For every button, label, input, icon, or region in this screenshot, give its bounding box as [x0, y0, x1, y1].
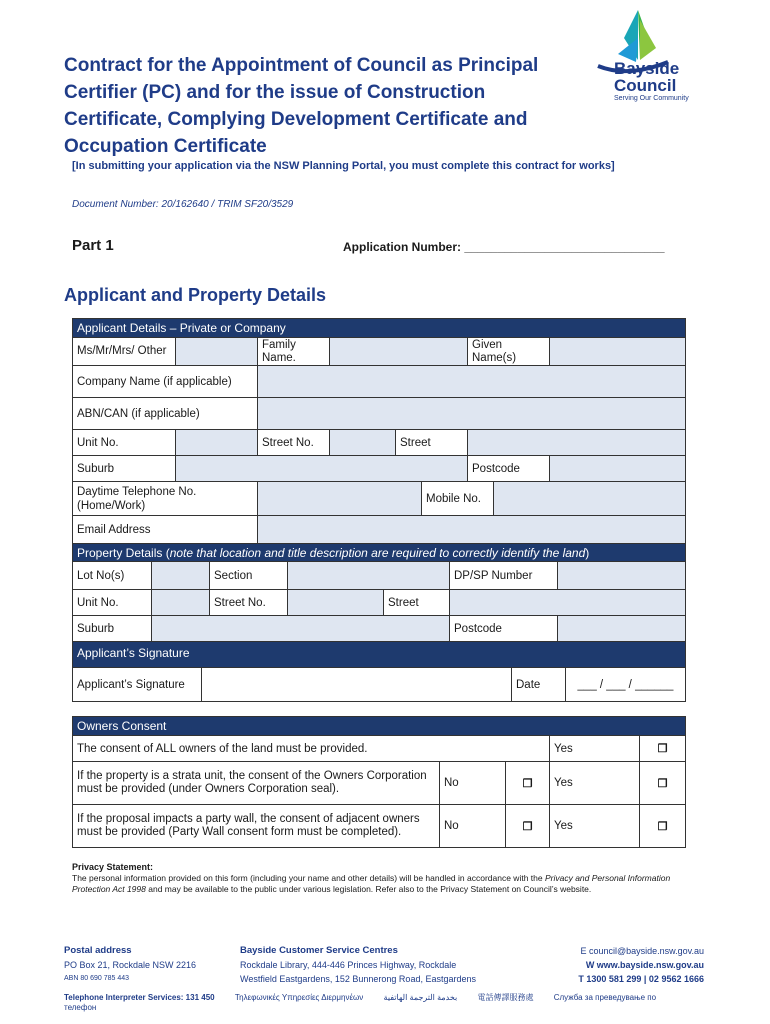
date-input[interactable]: ___ / ___ / ______ — [565, 668, 685, 701]
council-website-link[interactable]: W www.bayside.nsw.gov.au — [585, 960, 704, 970]
owners-all-yes-label: Yes — [549, 736, 639, 761]
property-street-no-input[interactable] — [287, 590, 383, 615]
property-header-end: ) — [585, 546, 590, 560]
postcode-label: Postcode — [467, 456, 549, 481]
mobile-input[interactable] — [493, 482, 685, 515]
street-no-label: Street No. — [257, 430, 329, 455]
property-header-text: Property Details ( — [77, 546, 170, 560]
tis-text: Telephone Interpreter Services: 131 450 — [64, 993, 215, 1002]
privacy-statement — [72, 862, 682, 895]
interpreter-services — [64, 992, 704, 1012]
strata-no-checkbox[interactable]: ❒ — [505, 762, 549, 804]
logo-text-council: Council — [614, 76, 677, 95]
email-input[interactable] — [257, 516, 685, 543]
given-names-input[interactable] — [549, 338, 685, 365]
signature-label: Applicant’s Signature — [73, 668, 201, 701]
party-wall-no-label: No — [439, 805, 505, 847]
application-number-field[interactable]: Application Number: ______________________________ — [343, 240, 665, 254]
tis-chinese: 電話傳譯服務處 — [477, 993, 534, 1002]
company-name-label: Company Name (if applicable) — [73, 366, 257, 397]
party-wall-yes-checkbox[interactable]: ❒ — [639, 805, 685, 847]
property-unit-label: Unit No. — [73, 590, 151, 615]
party-wall-yes-label: Yes — [549, 805, 639, 847]
document-title: Contract for the Appointment of Council as Principal Certifier (PC) and for the issue of Construction Certificate, Complying Development Certificate and Occupation Certificate — [64, 55, 539, 157]
section-label: Section — [209, 562, 287, 589]
owners-consent-strata-text: If the property is a strata unit, the consent of the Owners Corporation must be provided (under Owners Corporation seal). — [73, 762, 439, 804]
title-label: Ms/Mr/Mrs/ Other — [73, 338, 175, 365]
owners-consent-party-wall-text: If the proposal impacts a party wall, the consent of adjacent owners must be provided (Party Wall consent form must be completed). — [73, 805, 439, 847]
family-name-label: Family Name. — [257, 338, 329, 365]
property-details-header — [73, 543, 685, 561]
centres-heading: Bayside Customer Service Centres — [240, 945, 398, 956]
applicant-property-form — [72, 318, 686, 702]
centre-rockdale: Rockdale Library, 444-446 Princes Highway, Rockdale — [240, 960, 457, 970]
council-email-link[interactable]: E council@bayside.nsw.gov.au — [580, 946, 704, 956]
date-label: Date — [511, 668, 565, 701]
title-input[interactable] — [175, 338, 257, 365]
lot-no-input[interactable] — [151, 562, 209, 589]
postal-address: PO Box 21, Rockdale NSW 2216 — [64, 960, 197, 970]
part-heading: Part 1 — [72, 237, 114, 254]
logo-tagline: Serving Our Community — [614, 95, 689, 102]
unit-no-input[interactable] — [175, 430, 257, 455]
centre-eastgardens: Westfield Eastgardens, 152 Bunnerong Road, Eastgardens — [240, 974, 476, 984]
street-no-input[interactable] — [329, 430, 395, 455]
street-input[interactable] — [467, 430, 685, 455]
applicant-details-header: Applicant Details – Private or Company — [73, 319, 685, 337]
section-input[interactable] — [287, 562, 449, 589]
property-header-note: note that location and title description are required to correctly identify the land — [169, 546, 586, 560]
suburb-input[interactable] — [175, 456, 467, 481]
privacy-text-2: and may be available to the public under various legislation. Refer also to the Privacy Statement on Council’s website. — [145, 884, 592, 894]
document-number: Document Number: 20/162640 / TRIM SF20/3529 — [72, 199, 294, 210]
email-label: Email Address — [73, 516, 257, 543]
privacy-act-name: Privacy and Personal Information Protection Act 1998 — [72, 873, 671, 894]
logo-text-bayside: Bayside — [614, 59, 680, 78]
strata-yes-label: Yes — [549, 762, 639, 804]
mobile-label: Mobile No. — [421, 482, 493, 515]
party-wall-no-checkbox[interactable]: ❒ — [505, 805, 549, 847]
family-name-input[interactable] — [329, 338, 467, 365]
street-label: Street — [395, 430, 467, 455]
property-street-no-label: Street No. — [209, 590, 287, 615]
owners-consent-header: Owners Consent — [73, 717, 685, 735]
dp-sp-input[interactable] — [557, 562, 685, 589]
privacy-heading: Privacy Statement: — [72, 862, 154, 872]
company-name-input[interactable] — [257, 366, 685, 397]
postcode-input[interactable] — [549, 456, 685, 481]
property-street-input[interactable] — [449, 590, 685, 615]
lot-no-label: Lot No(s) — [73, 562, 151, 589]
suburb-label: Suburb — [73, 456, 175, 481]
property-suburb-label: Suburb — [73, 616, 151, 641]
abn-input[interactable] — [257, 398, 685, 429]
property-unit-input[interactable] — [151, 590, 209, 615]
tis-arabic: بخدمة الترجمة الهاتفية — [383, 993, 458, 1002]
strata-no-label: No — [439, 762, 505, 804]
tis-macedonian: Служба за преведување по телефон — [64, 993, 657, 1012]
privacy-text-1: The personal information provided on this form (including your name and other details) will be handled in accordance with the — [72, 873, 545, 883]
abn-label: ABN/CAN (if applicable) — [73, 398, 257, 429]
tis-greek: Τηλεφωνικές Υπηρεσίες Διερμηνέων — [234, 993, 364, 1002]
postal-heading: Postal address — [64, 945, 132, 956]
given-names-label: Given Name(s) — [467, 338, 549, 365]
unit-no-label: Unit No. — [73, 430, 175, 455]
property-postcode-input[interactable] — [557, 616, 685, 641]
signature-input[interactable] — [201, 668, 511, 701]
portal-notice: [In submitting your application via the NSW Planning Portal, you must complete this contract for works] — [72, 160, 615, 172]
property-suburb-input[interactable] — [151, 616, 449, 641]
signature-header: Applicant’s Signature — [73, 641, 685, 667]
section-title: Applicant and Property Details — [64, 285, 327, 305]
dp-sp-label: DP/SP Number — [449, 562, 557, 589]
abn-number: ABN 80 690 785 443 — [64, 975, 129, 982]
council-phone: T 1300 581 299 | 02 9562 1666 — [578, 974, 704, 984]
property-postcode-label: Postcode — [449, 616, 557, 641]
daytime-phone-input[interactable] — [257, 482, 421, 515]
strata-yes-checkbox[interactable]: ❒ — [639, 762, 685, 804]
owners-consent-all-text: The consent of ALL owners of the land must be provided. — [73, 736, 549, 761]
owners-consent-form — [72, 716, 686, 848]
property-street-label: Street — [383, 590, 449, 615]
daytime-phone-label: Daytime Telephone No. (Home/Work) — [73, 482, 257, 515]
owners-all-yes-checkbox[interactable]: ❒ — [639, 736, 685, 761]
